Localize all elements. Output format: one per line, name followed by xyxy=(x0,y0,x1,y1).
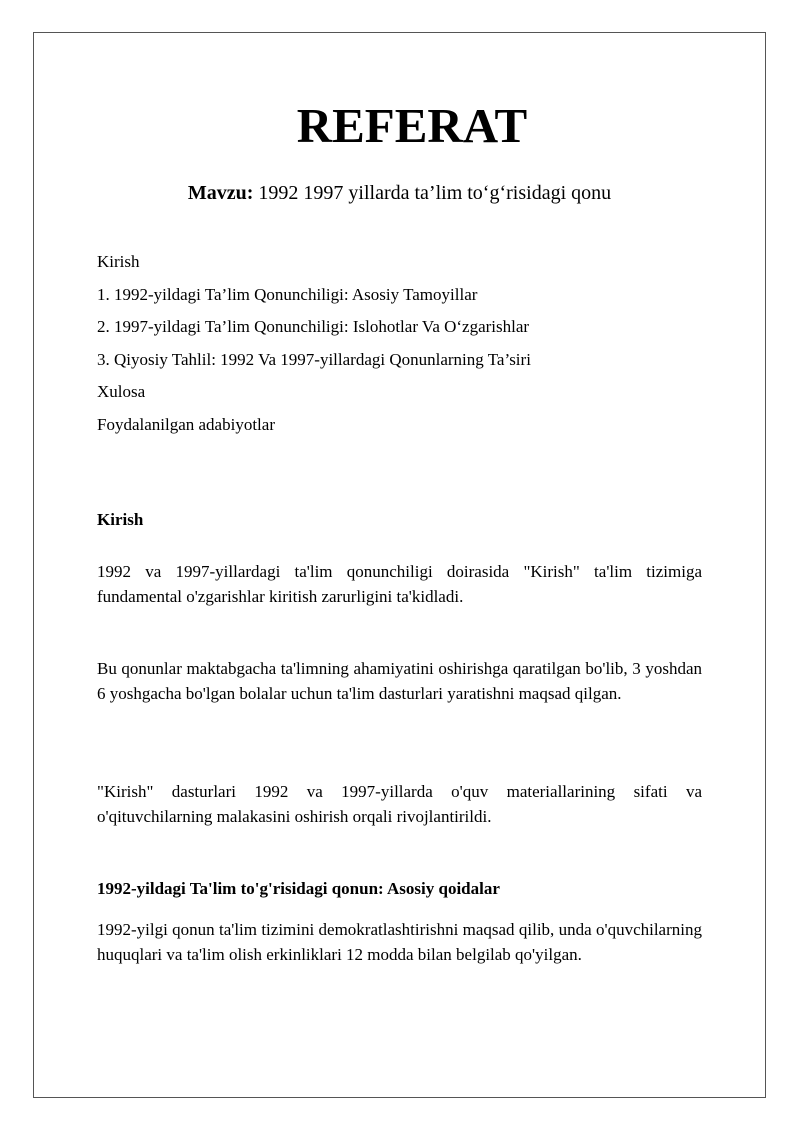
toc-item-references: Foydalanilgan adabiyotlar xyxy=(97,414,275,434)
table-of-contents xyxy=(97,246,702,441)
document-subtitle xyxy=(97,178,702,208)
document-title: REFERAT xyxy=(296,98,528,153)
toc-item-conclusion: Xulosa xyxy=(97,382,146,401)
section-heading-intro: Kirish xyxy=(97,510,144,529)
intro-paragraph-3: "Kirish" dasturlari 1992 va 1997-yillarda o'quv materiallarining sifati va o'qituvchilarning malakasini oshirish orqali rivojlantirildi. xyxy=(97,782,702,826)
subtitle-text: 1992 1997 yillarda ta’lim to‘g‘risidagi qonu xyxy=(253,182,612,204)
intro-paragraph-1: 1992 va 1997-yillardagi ta'lim qonunchiligi doirasida "Kirish" ta'lim tizimiga fundamental o'zgarishlar kiritish zarurligini ta'kidladi. xyxy=(97,562,702,606)
toc-item-3: 3. Qiyosiy Tahlil: 1992 Va 1997-yillardagi Qonunlarning Ta’siri xyxy=(97,349,531,369)
toc-item-2: 2. 1997-yildagi Ta’lim Qonunchiligi: Islohotlar Va O‘zgarishlar xyxy=(97,317,530,336)
toc-item-intro: Kirish xyxy=(97,252,140,271)
intro-paragraph-2: Bu qonunlar maktabgacha ta'limning ahamiyatini oshirishga qaratilgan bo'lib, 3 yoshdan 6 yoshgacha bo'lgan bolalar uchun ta'lim dasturlari yaratishni maqsad qilgan. xyxy=(97,659,702,703)
law1992-paragraph-1: 1992-yilgi qonun ta'lim tizimini demokratlashtirishni maqsad qilib, unda o'quvchilarning huquqlari va ta'lim olish erkinliklari 12 modda bilan belgilab qo'yilgan. xyxy=(97,920,702,964)
subtitle-label: Mavzu: xyxy=(187,182,254,204)
section-heading-1992: 1992-yildagi Ta'lim to'g'risidagi qonun: Asosiy qoidalar xyxy=(97,879,500,898)
toc-item-1: 1. 1992-yildagi Ta’lim Qonunchiligi: Asosiy Tamoyillar xyxy=(97,284,478,304)
